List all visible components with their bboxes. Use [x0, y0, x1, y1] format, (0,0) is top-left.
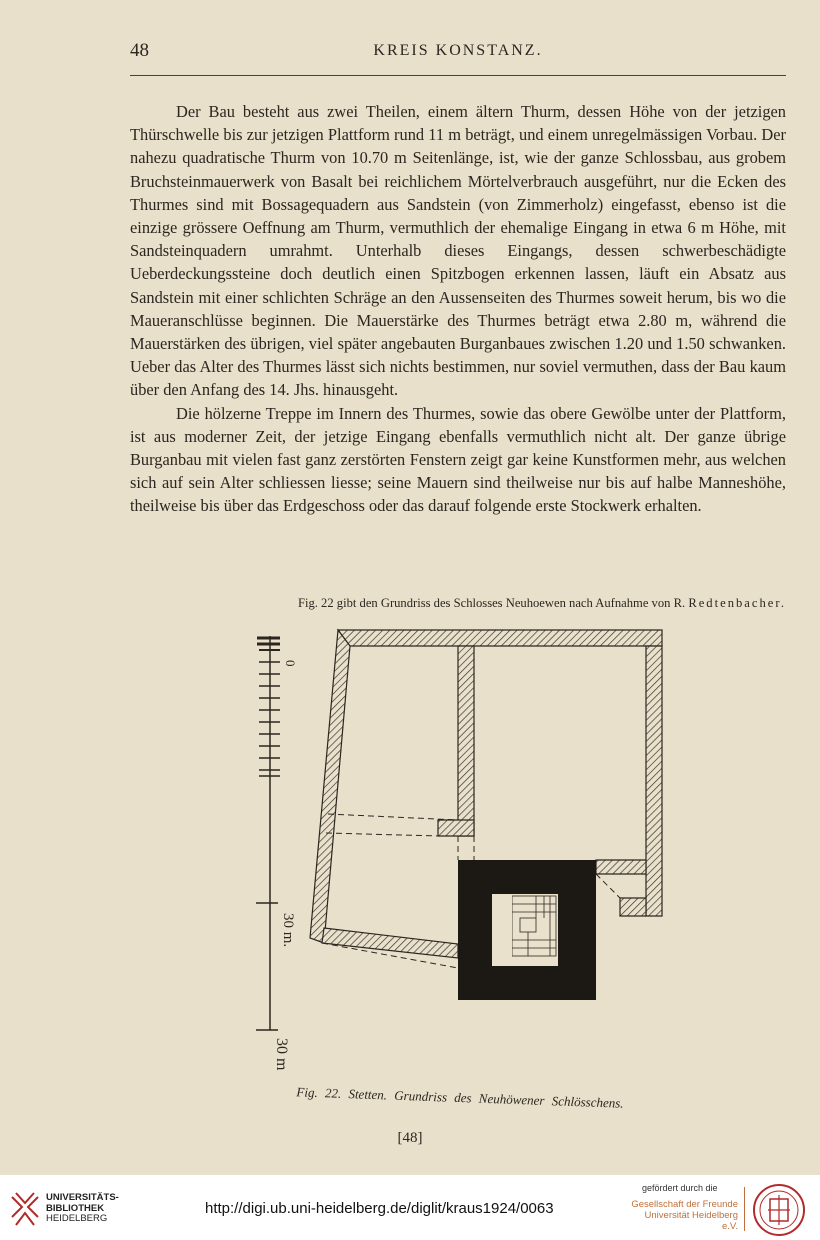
- tower: [458, 860, 596, 1000]
- figure-reference-note: [130, 594, 786, 612]
- running-title: KREIS KONSTANZ.: [373, 42, 543, 59]
- uni-line-1: UNIVERSITÄTS-: [46, 1192, 119, 1203]
- paragraph-2: Die hölzerne Treppe im Innern des Thurmes, sowie das obere Gewölbe unter der Plattform, ist aus moderner Zeit, der jetzige Eingang ebenfalls vermuthlich nicht alt. Der ganze übrige Burganbau mit vielen fast ganz zerstörten Fenstern zeigt gar keine Kunstformen mehr, aus welchen sich auf sein Alter schliessen liesse; seine Mauern sind theilweise nur bis auf halbe Manneshöhe, theilweise bis über das Erdgeschoss oder das darauf folgende erste Stockwerk erhalten.: [130, 403, 786, 516]
- figure-note-surveyor: Redtenbacher.: [688, 596, 786, 610]
- society-line-2: Universität Heidelberg e.V.: [644, 1210, 738, 1232]
- library-footer-bar: [0, 1175, 820, 1240]
- figure-note-text: Fig. 22 gibt den Grundriss des Schlosses Neuhoewen nach Aufnahme von R.: [297, 596, 686, 610]
- page-number: 48: [130, 40, 149, 61]
- society-name: [628, 1199, 738, 1232]
- university-library-logo-icon: [8, 1189, 42, 1229]
- header-rule: [130, 75, 786, 76]
- bracket-page-number: [48]: [397, 1130, 423, 1146]
- scale-bar: [256, 636, 280, 1030]
- funded-by-label: gefördert durch die: [642, 1183, 718, 1193]
- society-seal-icon: [752, 1183, 806, 1237]
- paragraph-1: Der Bau besteht aus zwei Theilen, einem ältern Thurm, dessen Höhe von der jetzigen Thürschwelle bis zur jetzigen Plattform rund 11 m beträgt, und einem unregelmässigen Vorbau. Der nahezu quadratische Thurm von 10.70 m Seitenlänge, ist, wie der ganze Schlossbau, aus grobem Bruchsteinmauerwerk von Basalt bei reichlichem Mörtelverbrauch ausgeführt, nur die Ecken des Thurmes sind mit Bossagequadern aus Sandstein (von Zimmerholz) eingefasst, ebenso ist die einzige grössere Oeffnung am Thurm, vermuthlich der ehemalige Eingang in etwa 6 m Höhe, mit Sandsteinquadern umrahmt. Unterhalb dieses Eingangs, dessen schwerbeschädigte Ueberdeckungssteine doch deutlich einen Spitzbogen erkennen lassen, läuft ein Absatz aus Sandstein mit einer schlichten Schräge an den Aussenseiten des Thurmes soweit herum, bis wo die Maueranschlüsse beginnen. Die Mauerstärke des Thurmes beträgt etwa 2.80 m, während die Mauerstärken des übrigen, viel später angebauten Burganbaues zwischen 1.20 und 1.50 schwanken. Ueber das Alter des Thurmes lässt sich nichts bestimmen, nur soviel vermuthen, dass der Bau kaum über den Anfang des 14. Jhs. hinausgeht.: [130, 102, 786, 400]
- society-line-1: Gesellschaft der Freunde: [631, 1199, 738, 1210]
- permalink-url[interactable]: http://digi.ub.uni-heidelberg.de/diglit/kraus1924/0063: [205, 1200, 554, 1217]
- figure-caption: Fig. 22. Stetten. Grundriss des Neuhöwener Schlösschens.: [296, 1084, 624, 1111]
- scale-zero-label: 0: [283, 660, 298, 667]
- floor-plan-figure: [250, 628, 670, 1098]
- divider: [744, 1187, 745, 1231]
- page-header: [130, 40, 786, 68]
- uni-line-2: BIBLIOTHEK: [46, 1202, 105, 1214]
- body-text: [130, 100, 786, 518]
- scale-label-inner: 30 m.: [280, 913, 296, 948]
- uni-line-3: HEIDELBERG: [46, 1213, 108, 1224]
- university-library-name: [46, 1193, 119, 1225]
- scale-label-outer: 30 m: [273, 1038, 290, 1071]
